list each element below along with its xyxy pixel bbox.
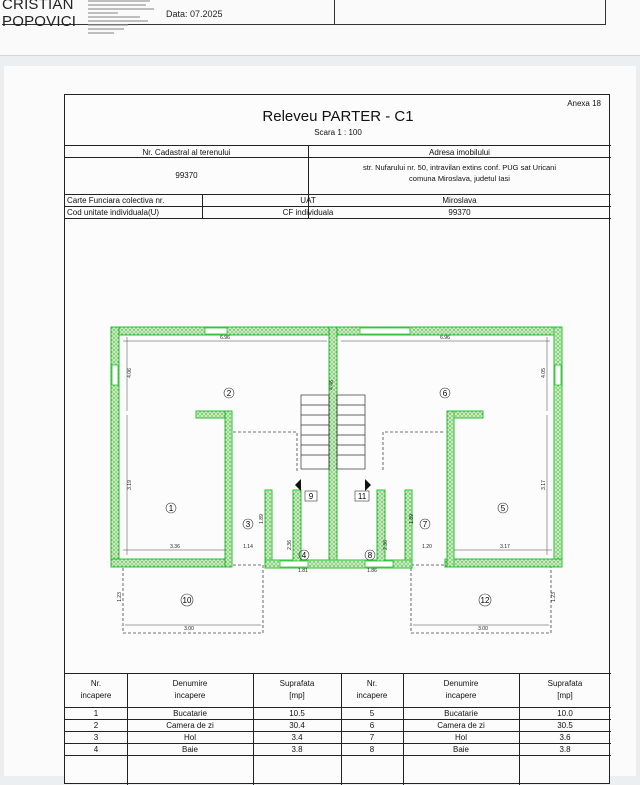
floor-plan xyxy=(65,225,611,645)
col-header-nr-right-2: incapere xyxy=(356,691,388,700)
cod-unitate-label: Cod unitate individuala(U) xyxy=(67,208,160,217)
cadastral-value: 99370 xyxy=(175,171,198,180)
col-header-denumire: Denumire xyxy=(172,679,208,688)
table-cell: 7 xyxy=(369,733,375,742)
svg-text:1.81: 1.81 xyxy=(298,568,308,574)
cf-individuala-label: CF individuala xyxy=(282,208,334,217)
col-header-denumire-right: Denumire xyxy=(443,679,479,688)
surveyor-name-line2: POPOVICI xyxy=(2,13,77,30)
grid-line xyxy=(65,206,611,207)
table-cell: Hol xyxy=(454,733,467,742)
table-cell: 6 xyxy=(369,721,375,730)
table-cell: Bucatarie xyxy=(173,709,207,718)
col-header-suprafata-2: [mp] xyxy=(289,691,305,700)
table-cell: Camera de zi xyxy=(166,721,214,730)
scale-label: Scara 1 : 100 xyxy=(314,128,362,137)
svg-text:4.05: 4.05 xyxy=(541,368,547,378)
svg-text:1.20: 1.20 xyxy=(422,544,432,550)
room-area-table xyxy=(65,673,611,785)
svg-text:3.17: 3.17 xyxy=(500,544,510,550)
svg-text:3: 3 xyxy=(245,520,251,529)
page-title: Releveu PARTER - C1 xyxy=(262,108,414,125)
svg-text:4.06: 4.06 xyxy=(127,368,133,378)
stamp-lines xyxy=(88,0,160,38)
table-cell: 3.8 xyxy=(559,745,571,754)
svg-text:4: 4 xyxy=(301,551,307,560)
table-cell: Camera de zi xyxy=(437,721,485,730)
svg-text:2.36: 2.36 xyxy=(287,540,293,550)
col-header-denumire-right-2: incapere xyxy=(445,691,477,700)
surveyor-stamp-text xyxy=(88,0,160,39)
surveyor-name-line1: CRISTIAN xyxy=(2,0,74,13)
svg-text:1.89: 1.89 xyxy=(409,514,415,524)
uat-value: Miroslava xyxy=(442,196,477,205)
svg-text:11: 11 xyxy=(357,492,367,501)
address-line1: str. Nufarului nr. 50, intravilan extins conf. PUG sat Uricani xyxy=(363,163,556,172)
svg-text:5: 5 xyxy=(500,504,506,513)
col-header-nr-right: Nr. xyxy=(366,679,378,688)
table-cell: 10.5 xyxy=(289,709,305,718)
col-header-suprafata-right: Suprafata xyxy=(547,679,583,688)
uat-label: UAT xyxy=(300,196,316,205)
svg-text:3.19: 3.19 xyxy=(127,480,133,490)
svg-text:3.17: 3.17 xyxy=(541,480,547,490)
svg-text:1.23: 1.23 xyxy=(117,592,123,602)
svg-text:3.00: 3.00 xyxy=(184,626,194,632)
svg-text:12: 12 xyxy=(480,596,490,605)
svg-text:6: 6 xyxy=(442,389,448,398)
svg-text:1: 1 xyxy=(168,504,174,513)
table-cell: 8 xyxy=(369,745,375,754)
surveyor-name xyxy=(2,0,76,30)
table-cell: 30.5 xyxy=(557,721,573,730)
grid-line xyxy=(65,194,611,195)
grid-line xyxy=(65,145,611,146)
svg-text:7: 7 xyxy=(422,520,428,529)
col-header-suprafata: Suprafata xyxy=(279,679,315,688)
svg-text:9: 9 xyxy=(308,492,314,501)
address-line2: comuna Miroslava, judetul Iasi xyxy=(409,174,510,183)
table-cell: 10.0 xyxy=(557,709,573,718)
table-cell: Bucatarie xyxy=(444,709,478,718)
table-cell: 1 xyxy=(93,709,99,718)
svg-text:4.46: 4.46 xyxy=(329,380,335,390)
prev-page-date: Data: 07.2025 xyxy=(166,9,223,19)
address-label: Adresa imobilului xyxy=(429,148,490,157)
col-header-suprafata-right-2: [mp] xyxy=(557,691,573,700)
walls xyxy=(111,327,562,568)
svg-text:1.89: 1.89 xyxy=(259,514,265,524)
svg-text:3.36: 3.36 xyxy=(170,544,180,550)
cadastral-label: Nr. Cadastral al terenului xyxy=(142,148,231,157)
cf-individuala-value: 99370 xyxy=(448,208,471,217)
svg-text:6.96: 6.96 xyxy=(440,335,450,341)
table-cell: Baie xyxy=(181,745,198,754)
grid-line xyxy=(65,157,611,158)
table-cell: Hol xyxy=(183,733,196,742)
svg-text:6.96: 6.96 xyxy=(220,335,230,341)
annex-label: Anexa 18 xyxy=(567,99,601,108)
document-page xyxy=(4,66,636,776)
table-cell: 3.8 xyxy=(291,745,303,754)
table-cell: 3 xyxy=(93,733,99,742)
table-cell: 30.4 xyxy=(289,721,305,730)
col-header-nr-2: incapere xyxy=(80,691,112,700)
table-cell: 3.6 xyxy=(559,733,571,742)
svg-text:1.14: 1.14 xyxy=(243,544,253,550)
previous-page-fragment xyxy=(0,0,640,56)
svg-text:3.00: 3.00 xyxy=(478,626,488,632)
table-cell: 5 xyxy=(369,709,375,718)
col-header-denumire-2: incapere xyxy=(174,691,206,700)
grid-line xyxy=(65,218,611,219)
svg-text:2.36: 2.36 xyxy=(383,540,389,550)
svg-text:10: 10 xyxy=(182,596,192,605)
svg-text:8: 8 xyxy=(367,551,373,560)
svg-text:2: 2 xyxy=(226,389,232,398)
table-cell: 2 xyxy=(93,721,99,730)
releveu-frame xyxy=(64,94,610,784)
carte-funciara-label: Carte Funciara colectiva nr. xyxy=(67,196,165,205)
table-cell: 4 xyxy=(93,745,99,754)
col-header-nr: Nr. xyxy=(90,679,102,688)
prev-page-box-right xyxy=(334,0,606,25)
table-cell: Baie xyxy=(452,745,469,754)
table-cell: 3.4 xyxy=(291,733,303,742)
svg-text:1.86: 1.86 xyxy=(367,568,377,574)
svg-text:1.23: 1.23 xyxy=(551,592,557,602)
